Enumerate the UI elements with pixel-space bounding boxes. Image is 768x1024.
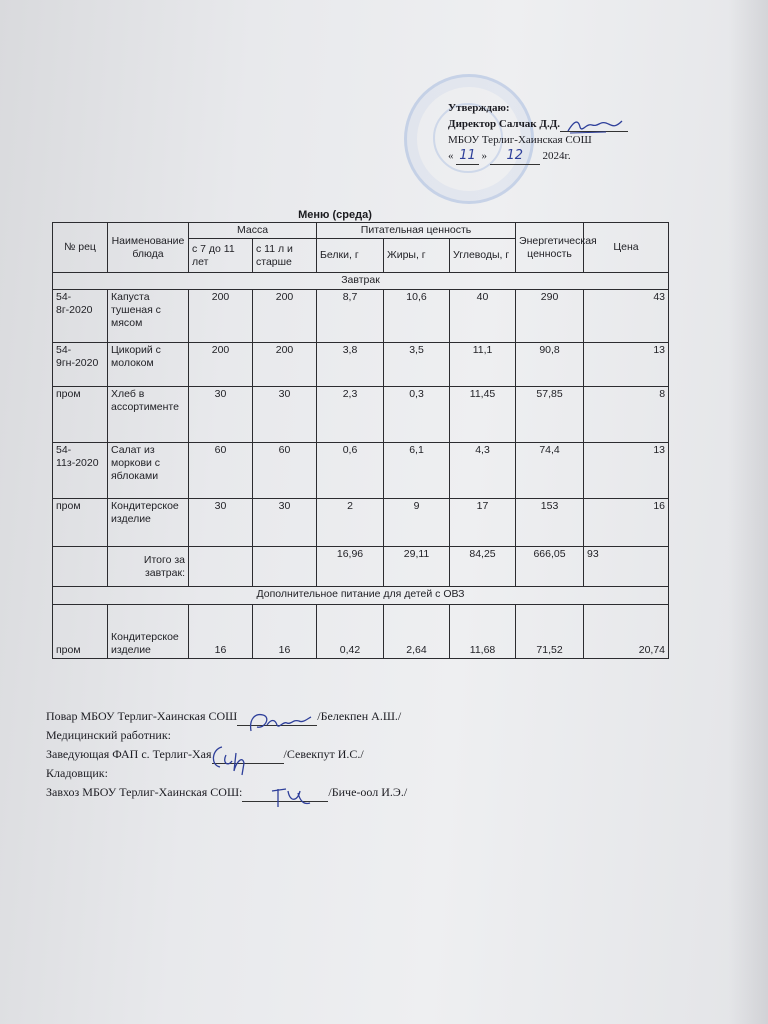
cell-carbs: 40 [450, 290, 516, 343]
section-extra: Дополнительное питание для детей с ОВЗ [53, 587, 669, 605]
approval-school: МБОУ Терлиг-Хаинская СОШ [448, 134, 592, 146]
header-carbs: Углеводы, г [450, 239, 516, 273]
signatures-block [46, 707, 407, 802]
cell-energy: 57,85 [516, 387, 584, 443]
table-row [53, 343, 669, 387]
cell-price: 16 [584, 499, 669, 547]
cell-price: 20,74 [584, 605, 669, 659]
total-carbs: 84,25 [450, 547, 516, 587]
cell-mass-2: 60 [253, 443, 317, 499]
table-row [53, 443, 669, 499]
cell-carbs: 11,68 [450, 605, 516, 659]
cell-price: 43 [584, 290, 669, 343]
storekeeper-label: Кладовщик: [46, 766, 108, 780]
cell-carbs: 11,45 [450, 387, 516, 443]
cell-empty [253, 547, 317, 587]
header-mass: Масса [189, 223, 317, 239]
approval-block [448, 100, 628, 165]
total-label: Итого за завтрак: [108, 547, 189, 587]
cell-mass-2: 16 [253, 605, 317, 659]
supply-name: /Биче-оол И.Э./ [328, 785, 408, 799]
cell-mass-1: 200 [189, 290, 253, 343]
supply-signature-icon [268, 783, 314, 813]
header-energy: Энергетическая ценность [516, 223, 584, 273]
cell-name: Цикорий с молоком [108, 343, 189, 387]
cell-energy: 90,8 [516, 343, 584, 387]
cell-protein: 0,42 [317, 605, 384, 659]
menu-table [52, 222, 669, 659]
cell-rec: пром [53, 605, 108, 659]
cell-mass-1: 16 [189, 605, 253, 659]
fap-signature-row [46, 745, 407, 764]
approval-director-label: Директор Салчак Д.Д. [448, 118, 561, 130]
cell-energy: 290 [516, 290, 584, 343]
date-quote-close: » [481, 150, 488, 162]
total-row [53, 547, 669, 587]
cell-rec: 54-9гн-2020 [53, 343, 108, 387]
approval-title: Утверждаю: [448, 102, 510, 114]
medic-label: Медицинский работник: [46, 728, 171, 742]
header-name: Наименование блюда [108, 223, 189, 273]
paper-shadow [728, 0, 768, 1024]
date-quote-open: « [448, 150, 454, 162]
cell-mass-2: 30 [253, 387, 317, 443]
supply-signature-row [46, 783, 407, 802]
header-rec: № рец [53, 223, 108, 273]
cell-fat: 6,1 [384, 443, 450, 499]
cell-energy: 71,52 [516, 605, 584, 659]
cell-mass-1: 60 [189, 443, 253, 499]
cell-price: 13 [584, 343, 669, 387]
section-breakfast: Завтрак [53, 273, 669, 290]
cell-rec: пром [53, 499, 108, 547]
supply-signature [242, 801, 328, 802]
fap-label: Заведующая ФАП с. Терлиг-Хая [46, 747, 212, 761]
cell-carbs: 11,1 [450, 343, 516, 387]
supply-label: Завхоз МБОУ Терлиг-Хаинская СОШ: [46, 785, 243, 799]
cell-protein: 3,8 [317, 343, 384, 387]
cell-rec: пром [53, 387, 108, 443]
cell-protein: 2,3 [317, 387, 384, 443]
cell-fat: 2,64 [384, 605, 450, 659]
table-row [53, 499, 669, 547]
cell-fat: 9 [384, 499, 450, 547]
total-price: 93 [584, 547, 669, 587]
director-signature-icon [566, 117, 626, 137]
cell-name: Салат из моркови с яблоками [108, 443, 189, 499]
approval-date [448, 148, 628, 165]
cell-name: Кондитерское изделие [108, 499, 189, 547]
cell-mass-1: 30 [189, 387, 253, 443]
approval-day: 11 [456, 148, 479, 165]
header-price: Цена [584, 223, 669, 273]
header-protein: Белки, г [317, 239, 384, 273]
cell-protein: 2 [317, 499, 384, 547]
cell-rec: 54-11з-2020 [53, 443, 108, 499]
total-protein: 16,96 [317, 547, 384, 587]
total-fat: 29,11 [384, 547, 450, 587]
cell-mass-2: 30 [253, 499, 317, 547]
cell-fat: 0,3 [384, 387, 450, 443]
cell-mass-2: 200 [253, 343, 317, 387]
cell-energy: 153 [516, 499, 584, 547]
cook-signature-row [46, 707, 407, 726]
table-row [53, 290, 669, 343]
cell-protein: 0,6 [317, 443, 384, 499]
approval-director [448, 116, 628, 132]
cell-energy: 74,4 [516, 443, 584, 499]
fap-name: /Севекпут И.С./ [283, 747, 364, 761]
cell-empty [189, 547, 253, 587]
extra-row [53, 605, 669, 659]
header-fat: Жиры, г [384, 239, 450, 273]
cell-fat: 10,6 [384, 290, 450, 343]
header-age-7-11: с 7 до 11 лет [189, 239, 253, 273]
approval-year: 2024г. [542, 150, 571, 162]
header-age-11-plus: с 11 л и старше [253, 239, 317, 273]
cell-rec: 54-8г-2020 [53, 290, 108, 343]
approval-month: 12 [490, 148, 540, 165]
cell-name: Капуста тушеная с мясом [108, 290, 189, 343]
header-nutrition: Питательная ценность [317, 223, 516, 239]
cell-mass-1: 30 [189, 499, 253, 547]
cell-price: 13 [584, 443, 669, 499]
cell-carbs: 17 [450, 499, 516, 547]
cell-protein: 8,7 [317, 290, 384, 343]
director-signature [560, 131, 628, 132]
cell-price: 8 [584, 387, 669, 443]
cook-name: /Белекпен А.Ш./ [317, 709, 402, 723]
cell-mass-1: 200 [189, 343, 253, 387]
table-row [53, 387, 669, 443]
menu-title: Меню (среда) [298, 209, 372, 221]
cell-name: Кондитерское изделие [108, 605, 189, 659]
cell-name: Хлеб в ассортименте [108, 387, 189, 443]
total-energy: 666,05 [516, 547, 584, 587]
cell-mass-2: 200 [253, 290, 317, 343]
cook-label: Повар МБОУ Терлиг-Хаинская СОШ [46, 709, 238, 723]
cell-fat: 3,5 [384, 343, 450, 387]
cell-carbs: 4,3 [450, 443, 516, 499]
cell-empty [53, 547, 108, 587]
